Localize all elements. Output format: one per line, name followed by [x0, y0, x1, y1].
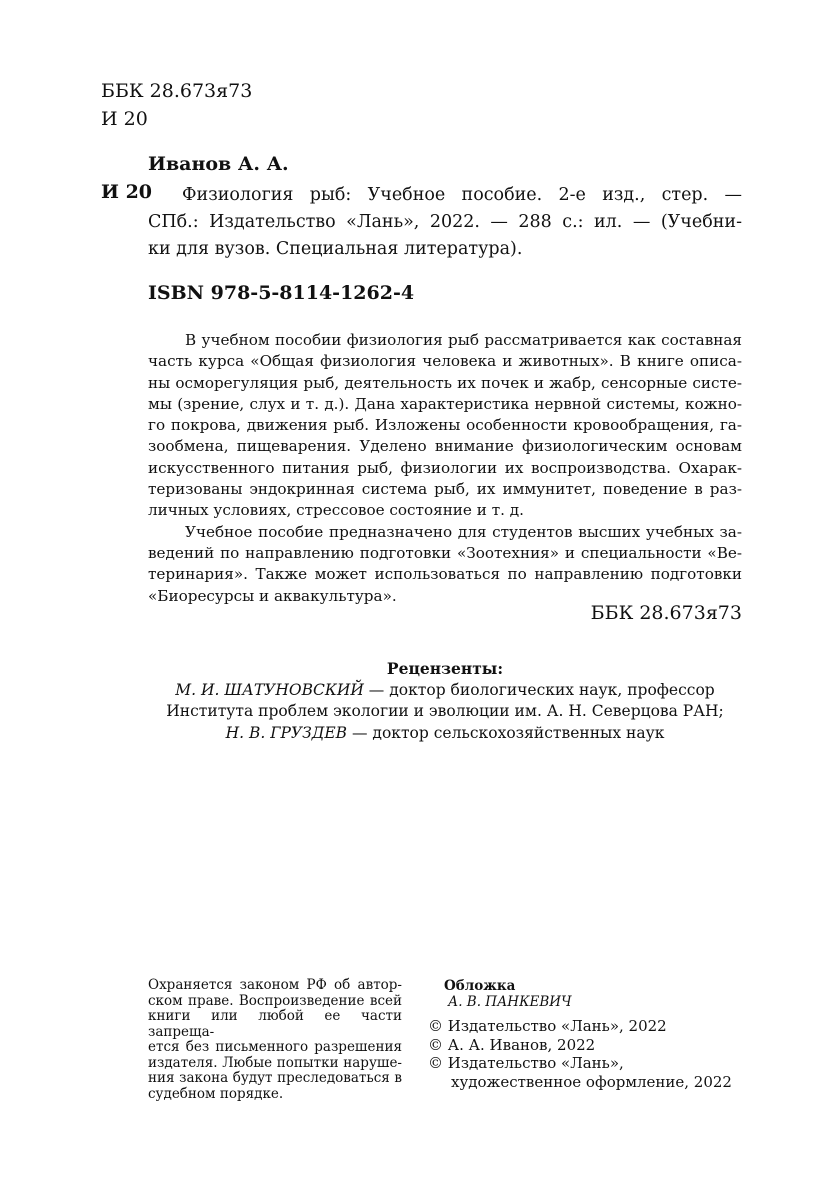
annotation	[148, 330, 742, 607]
copyright-line: художественное оформление, 2022	[451, 1072, 732, 1091]
notice-line: ется без письменного разрешения	[148, 1039, 402, 1055]
reviewer-2-name: Н. В. ГРУЗДЕВ	[225, 723, 348, 742]
annotation-line: мы (зрение, слух и т. д.). Дана характеристика нервной системы, кожно-	[148, 394, 742, 413]
notice-line: Охраняется законом РФ об автор-	[148, 977, 402, 993]
annotation-line: зообмена, пищеварения. Уделено внимание физиологическим основам	[148, 437, 742, 456]
annotation-line: го покрова, движения рыб. Изложены особенности кровообращения, га-	[148, 416, 742, 435]
record-line: ки для вузов. Специальная литература).	[148, 239, 523, 259]
record-sign: И 20	[101, 181, 153, 203]
reviewer-1-name: М. И. ШАТУНОВСКИЙ	[175, 680, 364, 699]
record-description	[182, 182, 742, 209]
notice-line: ния закона будут преследоваться в	[148, 1070, 402, 1086]
reviewer-1-title: — доктор биологических наук, профессор	[363, 680, 715, 699]
annotation-line: теризованы эндокринная система рыб, их иммунитет, поведение в раз-	[148, 480, 742, 499]
annotation-line: теринария». Также может использоваться по направлению подготовки	[148, 565, 742, 584]
copyrights	[428, 1017, 732, 1091]
annotation-line: «Биоресурсы и аквакультура».	[148, 586, 397, 605]
bbk-code: ББК 28.673я73	[101, 80, 253, 102]
annotation-line: В учебном пособии физиология рыб рассматривается как составная	[185, 331, 742, 349]
reviewers	[148, 658, 742, 744]
cover-designer: А. В. ПАНКЕВИЧ	[448, 994, 572, 1010]
annotation-line: Учебное пособие предназначено для студентов высших учебных за-	[185, 522, 742, 541]
reviewer-2	[148, 723, 742, 745]
notice-line: издателя. Любые попытки наруше-	[148, 1054, 402, 1071]
notice-line: ском праве. Воспроизведение всей	[148, 992, 402, 1009]
copyright-line: © А. А. Иванов, 2022	[428, 1035, 596, 1054]
author-sign: И 20	[101, 108, 148, 130]
annotation-line: ны осморегуляция рыб, деятельность их почек и жабр, сенсорные систе-	[148, 373, 742, 392]
annotation-line: личных условиях, стрессовое состояние и т. д.	[148, 501, 524, 520]
notice-line: книги или любой ее части запреща-	[148, 1008, 402, 1040]
annotation-line: часть курса «Общая физиология человека и животных». В книге описа-	[148, 352, 742, 371]
annotation-line: искусственного питания рыб, физиологии их воспроизводства. Охарак-	[148, 458, 742, 477]
reviewer-1	[148, 680, 742, 702]
reviewer-2-title: — доктор сельскохозяйственных наук	[347, 723, 665, 742]
annotation-line: ведений по направлению подготовки «Зоотехния» и специальности «Ве-	[148, 543, 742, 562]
notice-line: судебном порядке.	[148, 1085, 284, 1102]
record-line: Физиология рыб: Учебное пособие. 2-е изд., стер. —	[182, 185, 742, 205]
isbn: ISBN 978-5-8114-1262-4	[148, 282, 415, 304]
record-description-cont	[148, 209, 742, 263]
reviewers-heading: Рецензенты:	[386, 659, 504, 678]
copyright-line: © Издательство «Лань», 2022	[428, 1017, 667, 1035]
reviewer-1-affiliation: Института проблем экологии и эволюции им. А. Н. Северцова РАН;	[166, 702, 724, 720]
annotation-bbk: ББК 28.673я73	[590, 602, 742, 624]
record-line: СПб.: Издательство «Лань», 2022. — 288 с.: ил. — (Учебни-	[148, 212, 742, 232]
copyright-line: © Издательство «Лань»,	[428, 1054, 624, 1072]
author-name: Иванов А. А.	[148, 153, 289, 175]
cover-credit	[444, 978, 572, 1010]
cover-heading: Обложка	[444, 978, 516, 994]
copyright-notice	[148, 978, 402, 1102]
